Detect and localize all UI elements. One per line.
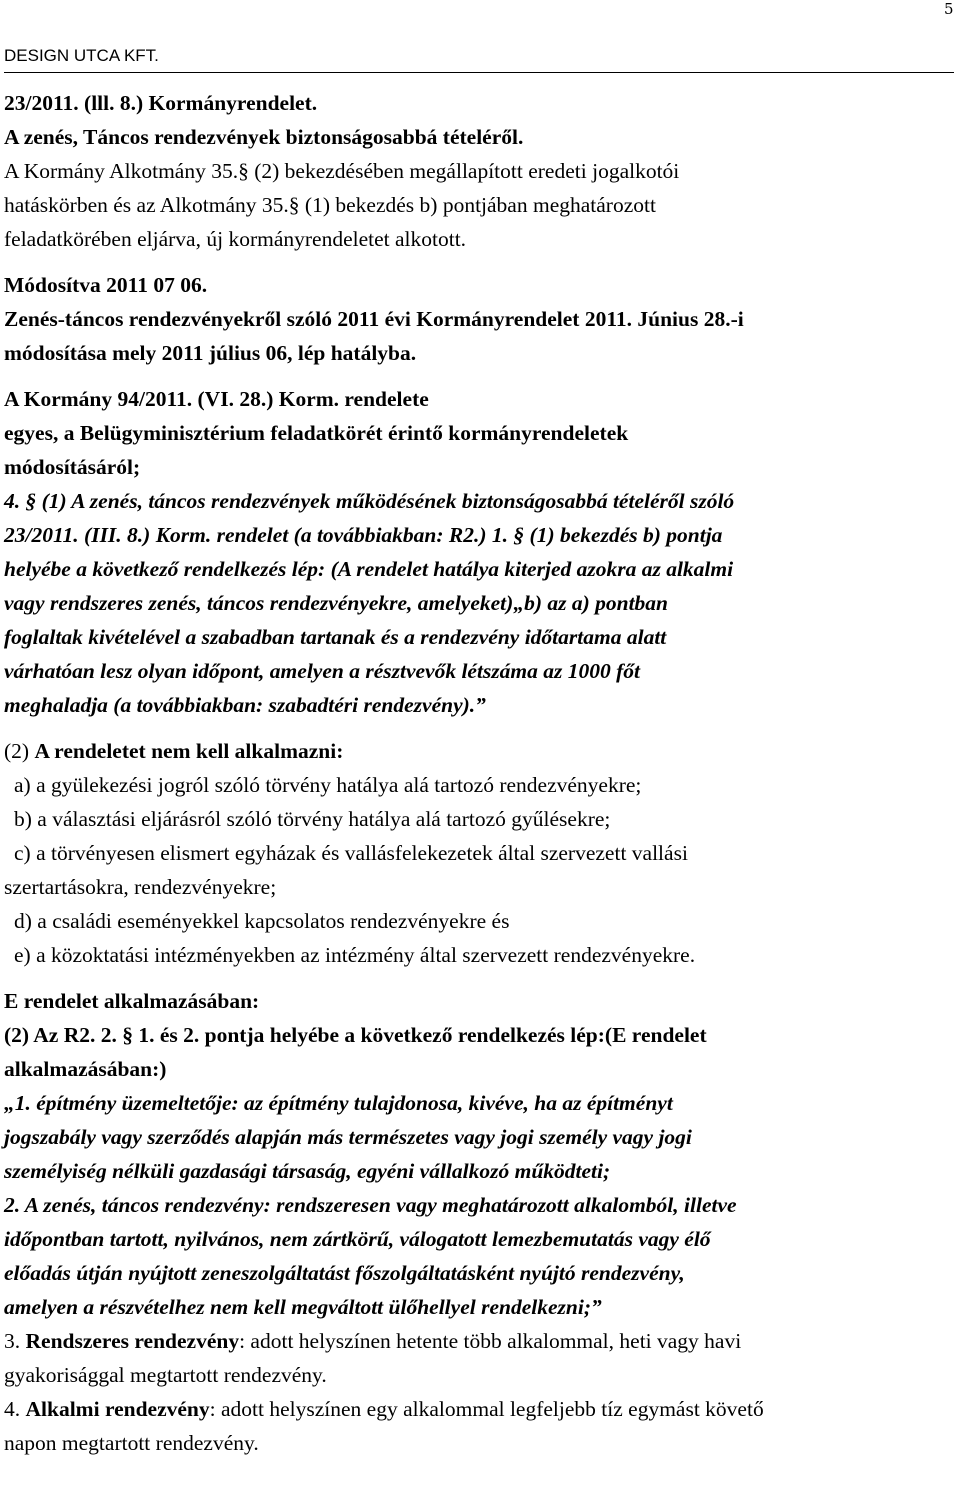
exception-item-b: b) a választási eljárásról szóló törvény hatálya alá tartozó gyűlésekre; bbox=[14, 807, 611, 831]
exception-item-c: c) a törvényesen elismert egyházak és vallásfelekezetek által szervezett vallási bbox=[14, 841, 688, 865]
decree-subtitle: A zenés, Táncos rendezvények biztonságosabbá tételéről. bbox=[4, 125, 524, 149]
definition-3-text: : adott helyszínen hetente több alkalommal, heti vagy havi gyakorisággal megtartott rendezvény. bbox=[4, 1329, 742, 1387]
application-replacement: (2) Az R2. 2. § 1. és 2. pontja helyébe a következő rendelkezés lép:(E rendelet alkalmazásában:) bbox=[4, 1023, 707, 1081]
modification-note: Módosítva 2011 07 06. Zenés-táncos rendezvényekről szóló 2011 évi Kormányrendelet 2011. Június 28.-i módosítása mely 2011 július 06, lép hatályba. bbox=[4, 273, 744, 365]
definition-4-term: Alkalmi rendezvény bbox=[25, 1397, 210, 1421]
exception-item-a: a) a gyülekezési jogról szóló törvény hatálya alá tartozó rendezvényekre; bbox=[14, 773, 642, 797]
definition-3 bbox=[4, 1324, 956, 1392]
definition-4-number: 4. bbox=[4, 1397, 26, 1421]
exceptions-title: A rendeletet nem kell alkalmazni: bbox=[34, 739, 344, 763]
document-header: DESIGN UTCA KFT. bbox=[4, 40, 954, 73]
definition-1: „1. építmény üzemeltetője: az építmény tulajdonosa, kivéve, ha az építményt jogszabály vagy szerződés alapján más természetes vagy jogi személy vagy jogi személyiség nélküli gazdasági társaság, egyéni vállalkozó működteti; bbox=[4, 1091, 692, 1183]
definition-2: 2. A zenés, táncos rendezvény: rendszeresen vagy meghatározott alkalomból, illetve időpontban tartott, nyilvános, nem zártkörű, válogatott lemezbemutatás vagy élő előadás útján nyújtott zeneszolgáltatást főszolgáltatásként nyújtó rendezvény, amelyen a részvételhez nem kell megváltott ülőhellyel rendelkezni;” bbox=[4, 1193, 737, 1319]
page-number: 5 bbox=[944, 0, 954, 18]
exceptions-heading bbox=[4, 734, 956, 768]
exception-item-e: e) a közoktatási intézményekben az intézmény által szervezett rendezvényekre. bbox=[14, 943, 696, 967]
section-4-paragraph: 4. § (1) A zenés, táncos rendezvények működésének biztonságosabbá tételéről szóló 23/2011. (III. 8.) Korm. rendelet (a továbbiakban: R2.) 1. § (1) bekezdés b) pontja helyébe a következő rendelkezés lép: (A rendelet hatálya kiterjed azokra az alkalmi vagy rendszeres zenés, táncos rendezvényekre, amelyeket)„b) az a) pontban foglaltak kivételével a szabadban tartanak és a rendezvény időtartama alatt várhatóan lesz olyan időpont, amelyen a résztvevők létszáma az 1000 főt meghaladja (a továbbiakban: szabadtéri rendezvény).” bbox=[4, 489, 735, 717]
decree-title: 23/2011. (lll. 8.) Kormányrendelet. bbox=[4, 91, 318, 115]
application-heading: E rendelet alkalmazásában: bbox=[4, 989, 260, 1013]
definition-4-text: : adott helyszínen egy alkalommal legfeljebb tíz egymást követő napon megtartott rendezvény. bbox=[4, 1397, 764, 1455]
decree-reference: A Kormány 94/2011. (VI. 28.) Korm. rendelete egyes, a Belügyminisztérium feladatkörét érintő kormányrendeletek módosításáról; bbox=[4, 387, 629, 479]
definition-3-term: Rendszeres rendezvény bbox=[25, 1329, 240, 1353]
definition-4 bbox=[4, 1392, 956, 1460]
exception-item-c-continuation: szertartásokra, rendezvényekre; bbox=[4, 875, 277, 899]
definition-3-number: 3. bbox=[4, 1329, 26, 1353]
intro-paragraph: A Kormány Alkotmány 35.§ (2) bekezdésében megállapított eredeti jogalkotói hatáskörben és az Alkotmány 35.§ (1) bekezdés b) pontjában meghatározott feladatkörében eljárva, új kormányrendeletet alkotott. bbox=[4, 159, 680, 251]
exception-item-d: d) a családi eseményekkel kapcsolatos rendezvényekre és bbox=[14, 909, 510, 933]
exceptions-prefix: (2) bbox=[4, 739, 35, 763]
document-body bbox=[4, 86, 956, 1460]
